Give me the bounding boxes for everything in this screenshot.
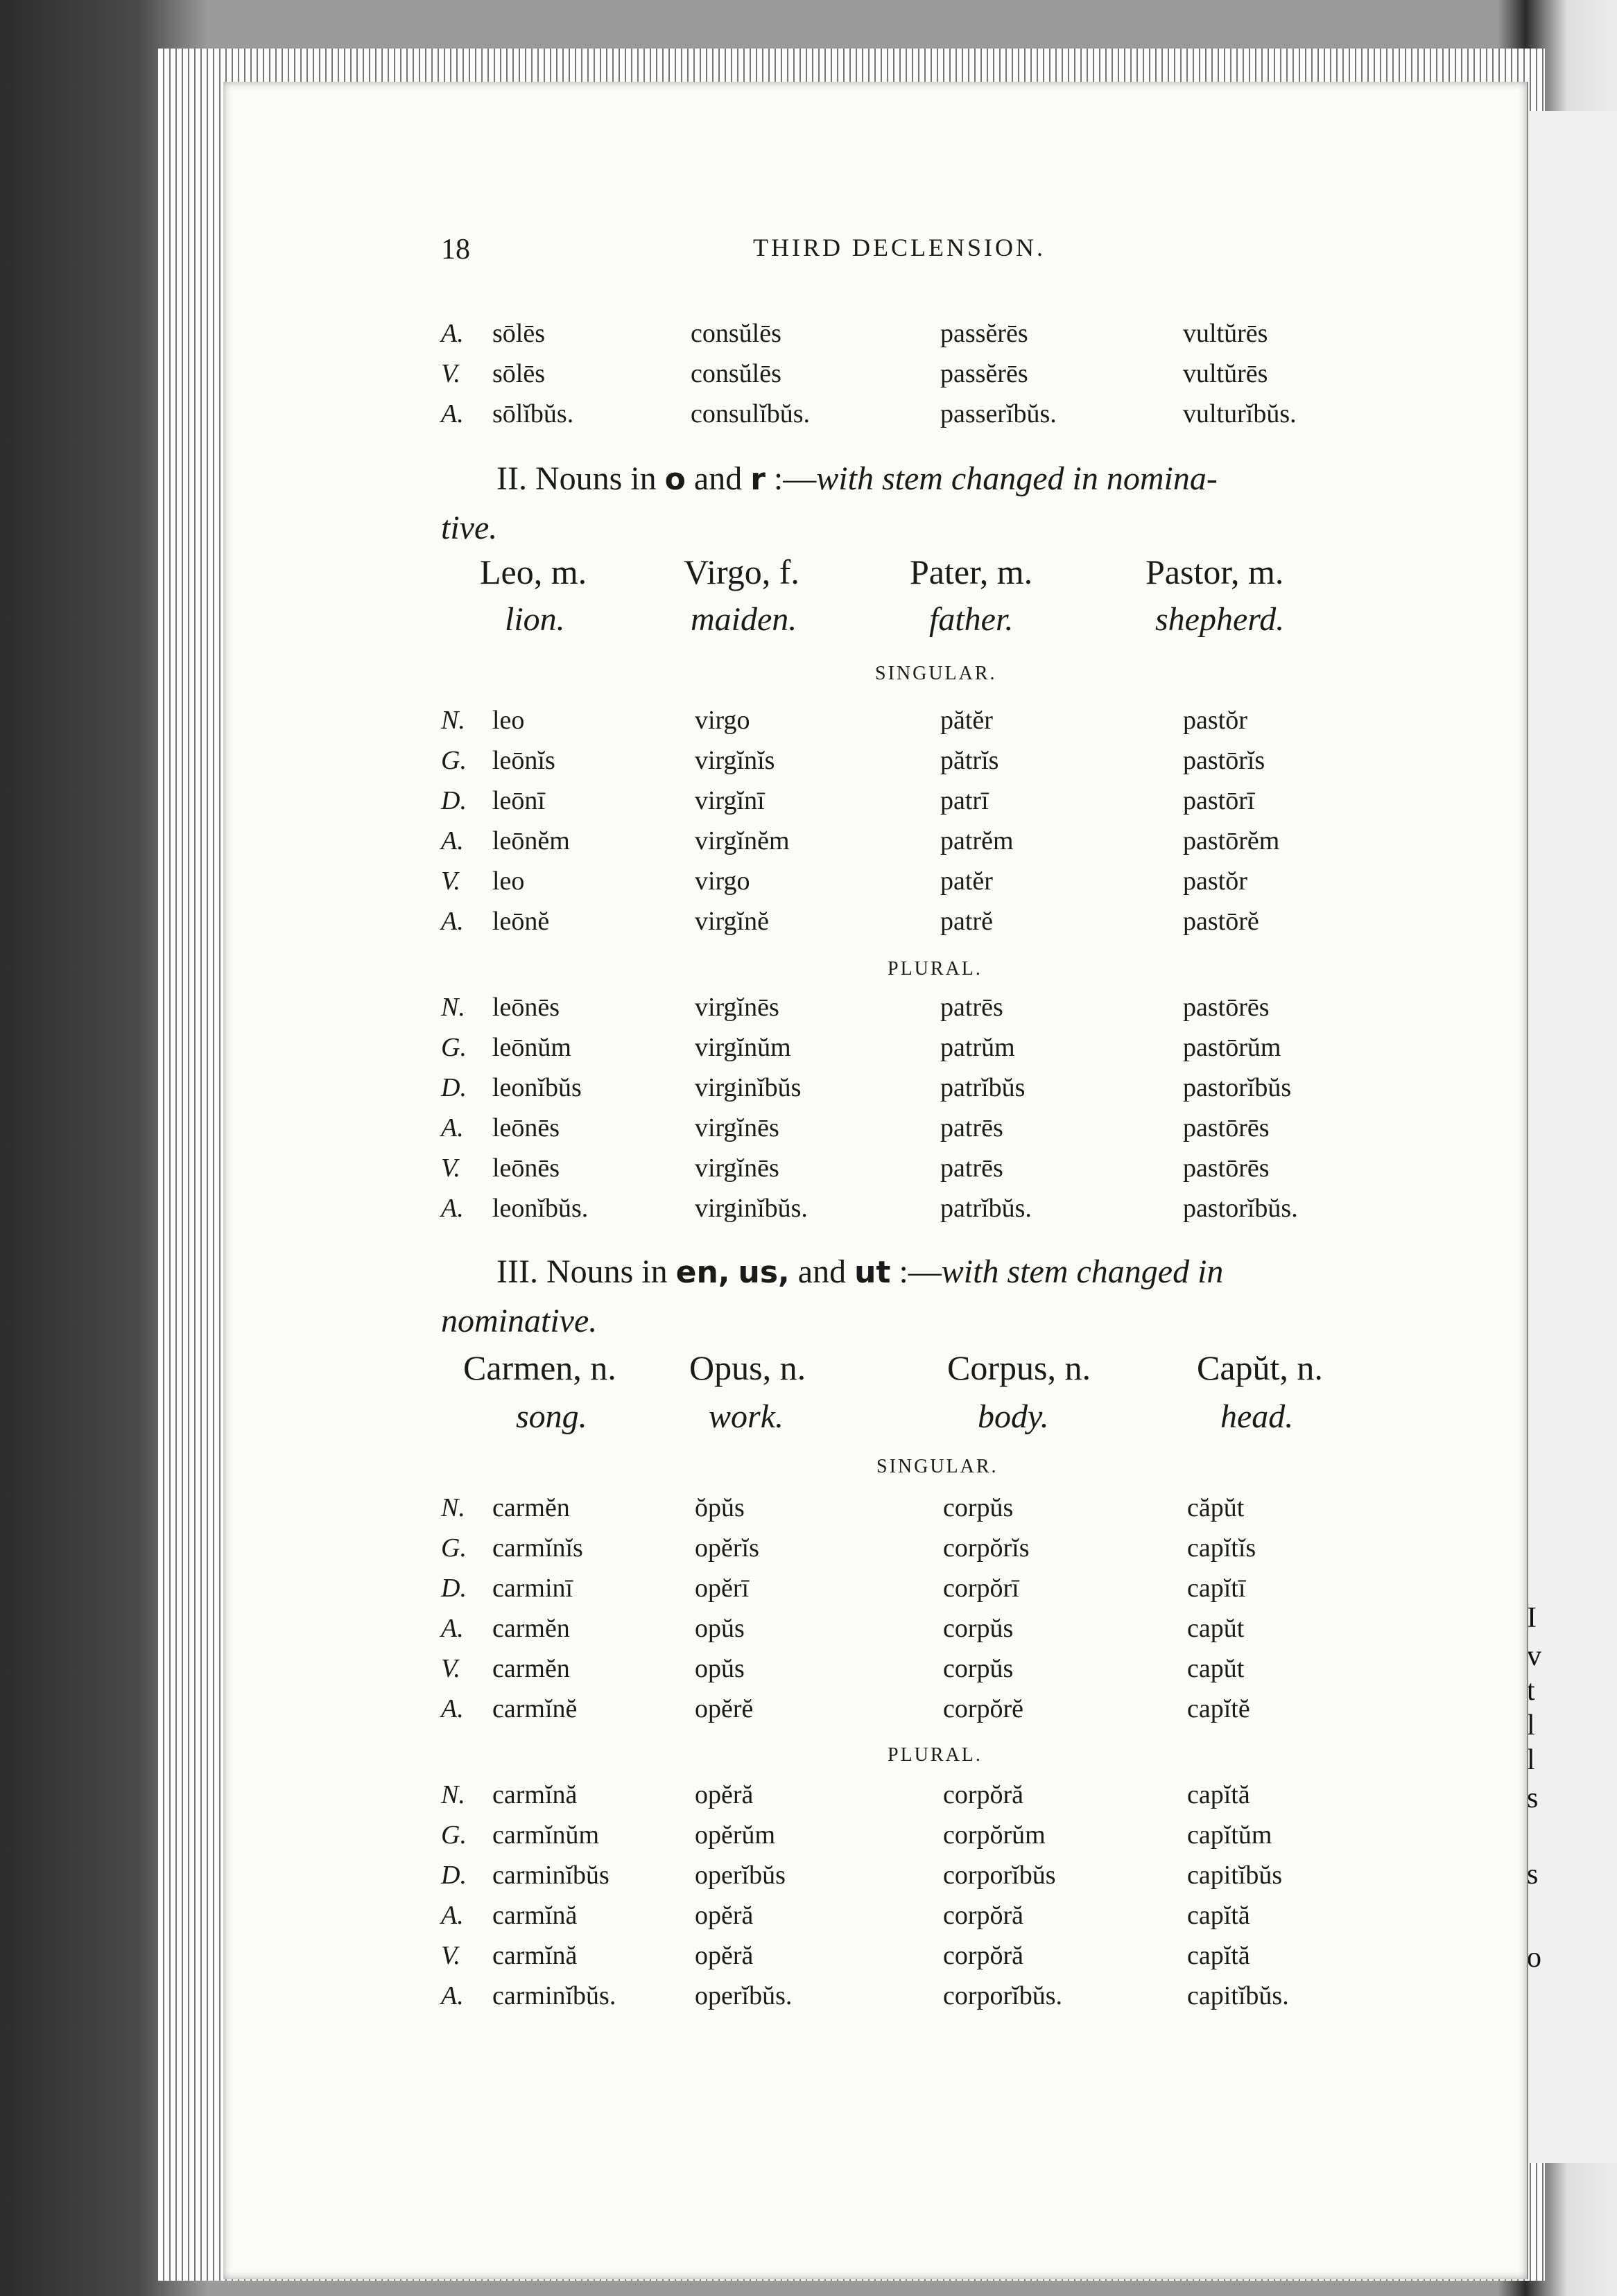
gloss: father. (929, 601, 1014, 638)
plural-label: PLURAL. (888, 958, 983, 980)
form-cell: passĕrēs (940, 319, 1028, 348)
table-row: A. leōnĕ virgĭnĕ patrĕ pastōrĕ (441, 907, 1259, 936)
gloss: lion. (505, 601, 565, 638)
running-title: THIRD DECLENSION. (753, 234, 1046, 261)
form-cell: sōlēs (492, 319, 545, 348)
form-cell: sōlĭbŭs. (492, 399, 574, 428)
section-3-title: III. Nouns in en, us, and ut :—with stem changed in nominative. (441, 1253, 1224, 1339)
section-2-title: II. Nouns in o and r :—with stem changed in nomina- tive. (441, 460, 1218, 546)
table-row: A. leōnĕm virgĭnĕm patrĕm pastōrĕm (441, 826, 1280, 855)
table-row: G. leōnŭm virgĭnŭm patrŭm pastōrŭm (441, 1033, 1281, 1062)
table-row: A. leōnēs virgĭnēs patrēs pastōrēs (441, 1113, 1270, 1142)
gloss: maiden. (691, 601, 797, 638)
gloss: work. (709, 1398, 784, 1435)
headword: Corpus, n. (947, 1348, 1091, 1387)
singular-label: SINGULAR. (875, 663, 997, 684)
gloss: body. (978, 1398, 1049, 1435)
form-cell: vultŭrēs (1183, 359, 1268, 388)
facing-page-fragment: l (1527, 1744, 1535, 1776)
section-3-singular (441, 1488, 1426, 1729)
table-row: G. carmĭnŭm opĕrŭm corpŏrŭm capĭtŭm (441, 1820, 1272, 1850)
form-cell: passĕrēs (940, 359, 1028, 388)
facing-page-fragment: l (1527, 1710, 1535, 1741)
form-cell: consulĭbŭs. (691, 399, 811, 428)
form-cell: consŭlēs (691, 319, 781, 348)
form-cell: vultŭrēs (1183, 319, 1268, 348)
table-row: G. carmĭnĭs opĕrĭs corpŏrĭs capĭtĭs (441, 1533, 1256, 1563)
case-label: A. (441, 319, 464, 348)
section-2-singular (441, 700, 1426, 941)
headword: Opus, n. (689, 1348, 806, 1387)
facing-page-edge (1525, 111, 1617, 2163)
gloss: shepherd. (1155, 601, 1285, 638)
table-row: A. leonĭbŭs. virginĭbŭs. patrĭbŭs. pastorĭbŭs. (441, 1194, 1298, 1223)
table-row: V. leo virgo patĕr pastŏr (441, 867, 1247, 896)
facing-page-fragment: o (1527, 1942, 1541, 1974)
table-row: N. leo virgo pătĕr pastŏr (441, 706, 1247, 735)
form-cell: vulturĭbŭs. (1183, 399, 1297, 428)
table-row: A. carmĭnă opĕră corpŏră capĭtă (441, 1901, 1250, 1930)
table-row: G. leōnĭs virgĭnĭs pătrĭs pastōrĭs (441, 746, 1265, 775)
table-row: N. carmĕn ŏpŭs corpŭs căpŭt (441, 1493, 1245, 1522)
table-row: D. carminĭbŭs operĭbŭs corporĭbŭs capitĭbŭs (441, 1861, 1283, 1890)
table-row: D. leonĭbŭs virginĭbŭs patrĭbŭs pastorĭbŭs (441, 1073, 1292, 1102)
table-row: A. carmĕn opŭs corpŭs capŭt (441, 1614, 1245, 1643)
table-row: V. carmĭnă opĕră corpŏră capĭtă (441, 1941, 1250, 1970)
gloss: head. (1220, 1398, 1294, 1435)
table-row (441, 354, 1426, 394)
table-row: V. carmĕn opŭs corpŭs capŭt (441, 1654, 1245, 1683)
headword: Capŭt, n. (1197, 1348, 1323, 1387)
table-row: D. carminī opĕrī corpŏrī capĭtī (441, 1574, 1246, 1603)
headword: Pastor, m. (1145, 553, 1284, 591)
table-row (441, 394, 1426, 434)
headword: Virgo, f. (684, 553, 799, 591)
facing-page-fragment: s (1527, 1859, 1539, 1890)
facing-page-fragment: I (1527, 1602, 1537, 1634)
page-number: 18 (441, 234, 470, 266)
form-cell: passerĭbŭs. (940, 399, 1057, 428)
continued-paradigm (441, 313, 1426, 434)
plural-label: PLURAL. (888, 1744, 983, 1766)
headword: Carmen, n. (463, 1348, 616, 1387)
facing-page-fragment: t (1527, 1675, 1535, 1707)
facing-page-fragment: v (1527, 1640, 1541, 1672)
table-row: N. leōnēs virgĭnēs patrēs pastōrēs (441, 993, 1270, 1022)
singular-label: SINGULAR. (876, 1456, 998, 1477)
table-row (441, 313, 1426, 354)
facing-page-fragment: s (1527, 1782, 1539, 1814)
case-label: A. (441, 399, 464, 428)
table-row: V. leōnēs virgĭnēs patrēs pastōrēs (441, 1154, 1270, 1183)
form-cell: consŭlēs (691, 359, 781, 388)
table-row: A. carmĭnĕ opĕrĕ corpŏrĕ capĭtĕ (441, 1694, 1250, 1723)
table-row: A. carminĭbŭs. operĭbŭs. corporĭbŭs. capitĭbŭs. (441, 1981, 1289, 2010)
headword: Pater, m. (910, 553, 1033, 591)
case-label: V. (441, 359, 460, 388)
table-row: D. leōnī virgĭnī patrī pastōrī (441, 786, 1255, 815)
section-3-plural (441, 1775, 1426, 2016)
headword: Leo, m. (480, 553, 587, 591)
form-cell: sōlēs (492, 359, 545, 388)
table-row: N. carmĭnă opĕră corpŏră capĭtă (441, 1780, 1250, 1809)
section-2-plural (441, 987, 1426, 1228)
gloss: song. (516, 1398, 587, 1435)
